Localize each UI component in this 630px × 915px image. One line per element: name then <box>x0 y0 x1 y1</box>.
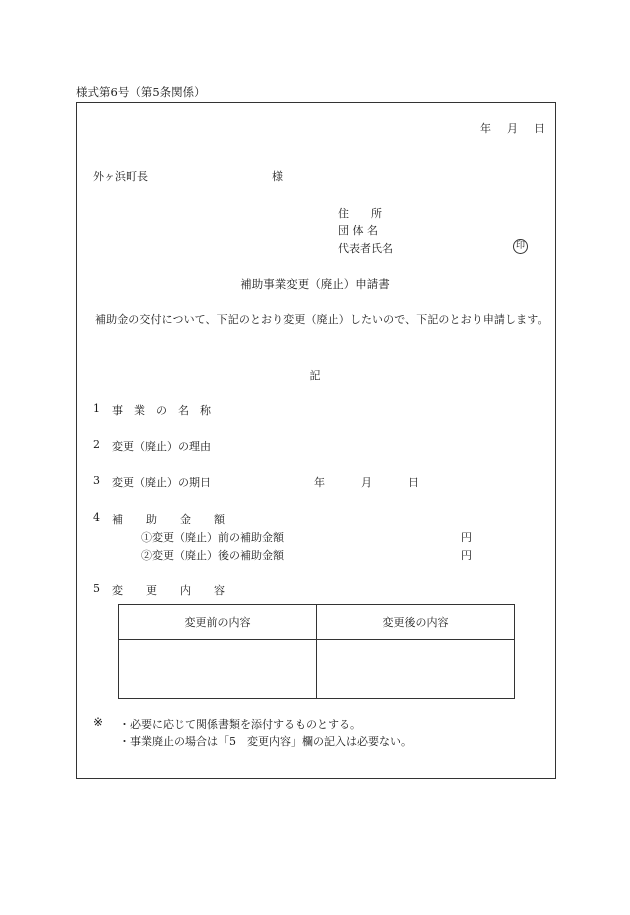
date-line <box>480 120 545 136</box>
subsidy-after-label: ②変更（廃止）後の補助金額 <box>141 549 284 562</box>
date-month-label: 月 <box>507 122 518 135</box>
item4-number: 4 <box>93 511 100 524</box>
applicant-address-label: 住 所 <box>338 207 382 220</box>
document-title: 補助事業変更（廃止）申請書 <box>240 277 390 291</box>
applicant-representative-label: 代表者氏名 <box>338 242 393 255</box>
body-paragraph: 補助金の交付について、下記のとおり変更（廃止）したいので、下記のとおり申請します。 <box>95 313 549 326</box>
subsidy-before-label: ①変更（廃止）前の補助金額 <box>141 531 284 544</box>
item5-label: 変 更 内 容 <box>112 584 225 597</box>
subsidy-before-yen: 円 <box>461 531 472 544</box>
item2-label: 変更（廃止）の理由 <box>112 440 211 453</box>
item4-label: 補 助 金 額 <box>112 513 225 526</box>
item3-day-label: 日 <box>408 476 419 489</box>
col-before-header: 変更前の内容 <box>119 605 317 640</box>
before-content-cell <box>119 640 317 699</box>
item3-year-label: 年 <box>314 476 325 489</box>
col-after-header: 変更後の内容 <box>317 605 515 640</box>
form-number: 様式第6号（第5条関係） <box>76 85 206 99</box>
addressee-honorific: 様 <box>272 170 283 183</box>
subsidy-after-yen: 円 <box>461 549 472 562</box>
ki-heading: 記 <box>309 369 321 382</box>
item5-number: 5 <box>93 582 100 595</box>
note-1: ・必要に応じて関係書類を添付するものとする。 <box>119 718 361 731</box>
date-year-label: 年 <box>480 122 491 135</box>
date-day-label: 日 <box>534 122 545 135</box>
item1-label: 事 業 の 名 称 <box>112 404 211 417</box>
item1-number: 1 <box>93 402 100 415</box>
note-2: ・事業廃止の場合は「5 変更内容」欄の記入は必要ない。 <box>119 735 412 748</box>
item3-label: 変更（廃止）の期日 <box>112 476 211 489</box>
after-content-cell <box>317 640 515 699</box>
change-content-table <box>118 604 515 699</box>
item3-month-label: 月 <box>361 476 372 489</box>
addressee-name: 外ヶ浜町長 <box>93 170 148 183</box>
applicant-group-label: 団 体 名 <box>338 224 378 237</box>
note-mark: ※ <box>93 715 104 729</box>
item2-number: 2 <box>93 438 100 451</box>
seal-mark: 印 <box>513 239 528 254</box>
item3-number: 3 <box>93 474 100 487</box>
